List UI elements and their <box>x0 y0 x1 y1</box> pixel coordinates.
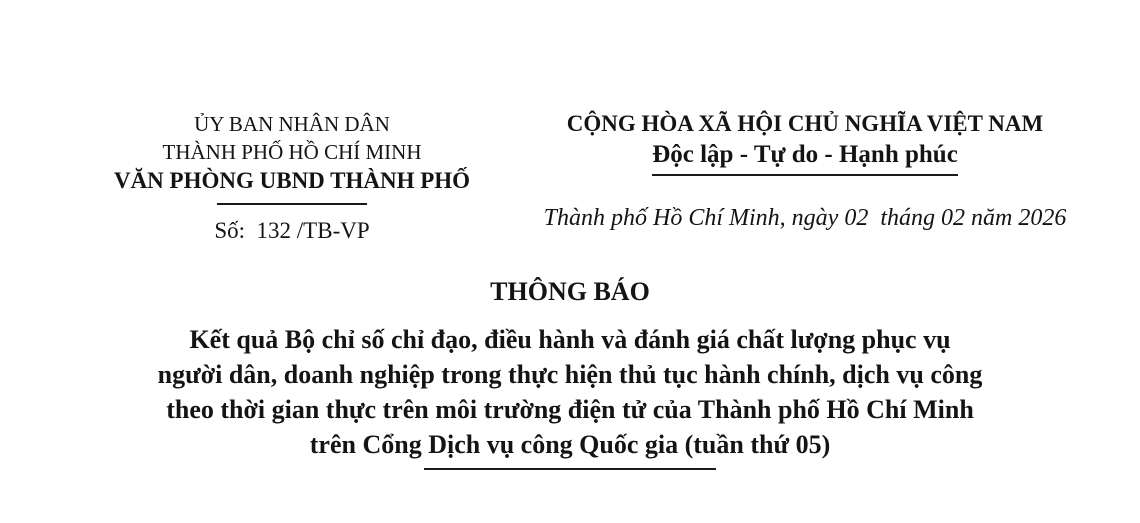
issuing-agency-block <box>92 110 492 244</box>
agency-name: VĂN PHÒNG UBND THÀNH PHỐ <box>113 168 471 193</box>
subject-line-2: người dân, doanh nghiệp trong thực hiện thủ tục hành chính, dịch vụ công <box>157 360 983 389</box>
subject-line-3: theo thời gian thực trên môi trường điện tử của Thành phố Hồ Chí Minh <box>166 395 974 424</box>
place-and-date: Thành phố Hồ Chí Minh, ngày 02 tháng 02 năm 2026 <box>543 205 1067 231</box>
agency-underline <box>217 203 367 205</box>
national-title: CỘNG HÒA XÃ HỘI CHỦ NGHĨA VIỆT NAM <box>566 111 1044 136</box>
subject-line-1: Kết quả Bộ chỉ số chỉ đạo, điều hành và đánh giá chất lượng phục vụ <box>189 325 951 354</box>
subject-line-4: trên Cổng Dịch vụ công Quốc gia (tuần thứ 05) <box>309 430 831 459</box>
national-header-block <box>512 108 1098 232</box>
title-block <box>0 276 1140 470</box>
agency-parent-line2: THÀNH PHỐ HỒ CHÍ MINH <box>162 140 422 164</box>
national-motto: Độc lập - Tự do - Hạnh phúc <box>652 141 958 168</box>
motto-underline <box>652 174 958 176</box>
document-title: THÔNG BÁO <box>490 277 650 306</box>
subject-underline <box>424 468 716 470</box>
document-number: Số: 132 /TB-VP <box>214 218 370 243</box>
agency-parent-line1: ỦY BAN NHÂN DÂN <box>194 112 390 136</box>
document-subject <box>0 322 1140 462</box>
